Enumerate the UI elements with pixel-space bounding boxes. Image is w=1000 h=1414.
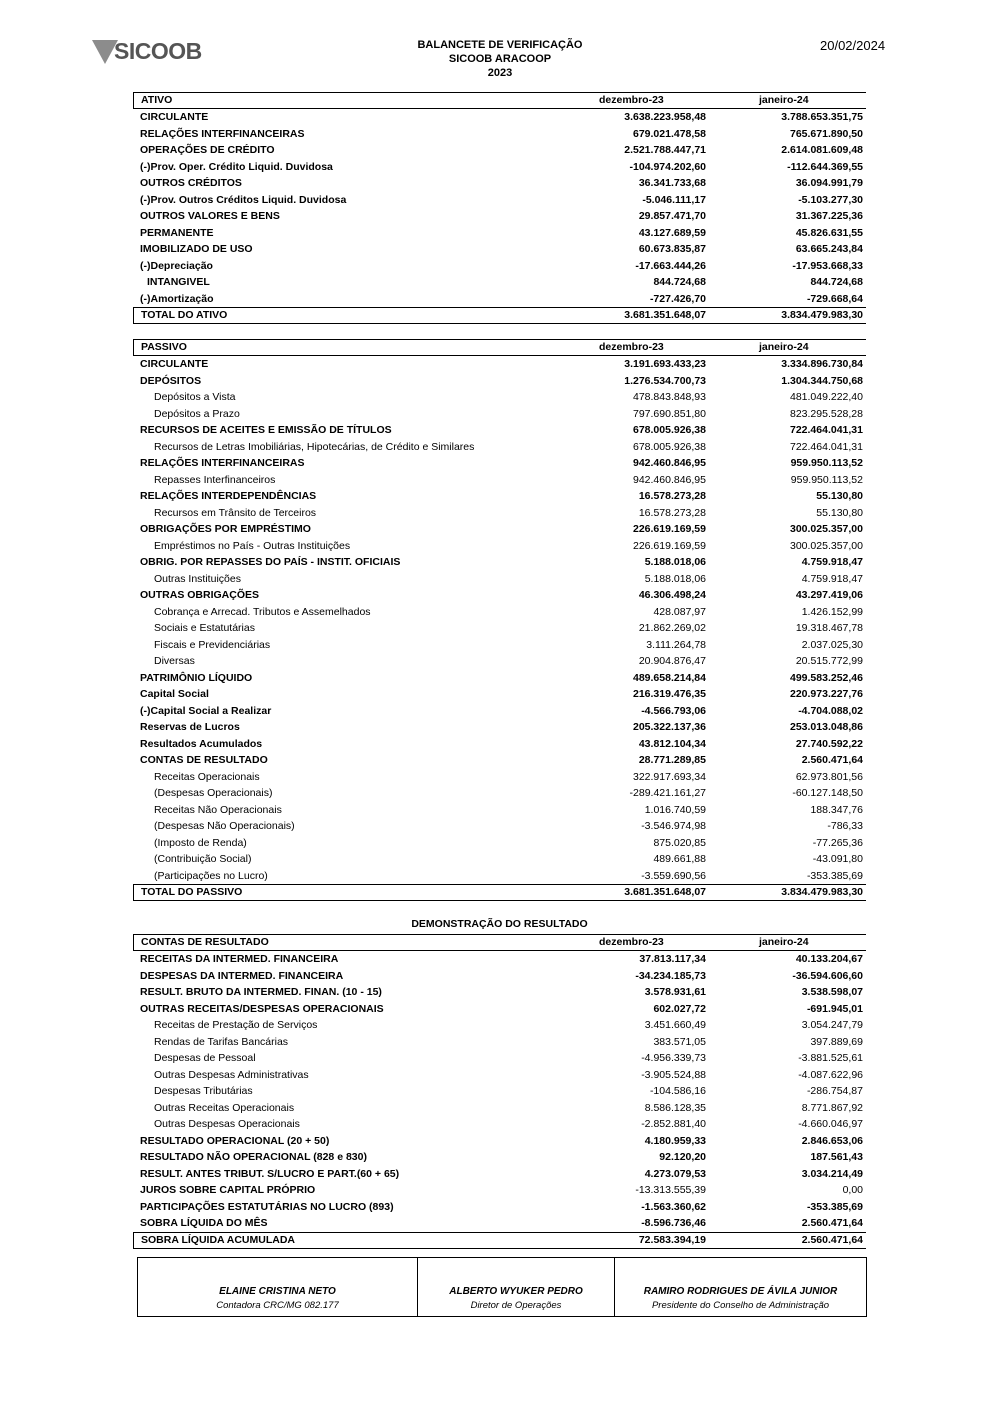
- row-label: (Contribuição Social): [154, 853, 252, 865]
- value-janeiro: 499.583.252,46: [790, 671, 863, 684]
- value-janeiro: 300.025.357,00: [790, 539, 863, 552]
- row-label: Fiscais e Previdenciárias: [154, 638, 271, 651]
- value-janeiro: 3.538.598,07: [801, 986, 863, 998]
- row-label: (-)Depreciação: [140, 259, 213, 272]
- row-label: JUROS SOBRE CAPITAL PRÓPRIO: [140, 1184, 316, 1196]
- value-dezembro: dezembro-23: [599, 341, 664, 353]
- value-janeiro: 2.560.471,64: [801, 1233, 863, 1246]
- table-row: [133, 241, 866, 258]
- table-row: [133, 472, 866, 489]
- table-row: [133, 373, 866, 390]
- value-dezembro: -8.596.736,46: [641, 1217, 706, 1229]
- table-row: [133, 422, 866, 439]
- row-label: PASSIVO: [141, 341, 187, 353]
- table-header: [133, 92, 866, 109]
- table-row: [133, 968, 866, 985]
- row-label: (-)Prov. Oper. Crédito Liquid. Duvidosa: [140, 160, 333, 173]
- value-janeiro: 220.973.227,76: [790, 688, 863, 700]
- value-janeiro: 4.759.918,47: [801, 572, 863, 585]
- value-janeiro: 43.297.419,06: [795, 589, 863, 601]
- table-row: [133, 1182, 866, 1199]
- row-label: Sociais e Estatutárias: [154, 622, 255, 634]
- value-janeiro: 844.724,68: [810, 276, 863, 288]
- value-dezembro: 16.578.273,28: [638, 490, 706, 502]
- table-row: [133, 1199, 866, 1216]
- value-janeiro: 1.304.344.750,68: [781, 374, 863, 387]
- sicoob-logo: [92, 38, 217, 66]
- value-dezembro: 8.586.128,35: [644, 1101, 706, 1114]
- table-row: [133, 291, 866, 308]
- value-janeiro: -786,33: [827, 820, 863, 832]
- row-label: RELAÇÕES INTERFINANCEIRAS: [140, 127, 305, 140]
- table-row: [133, 1166, 866, 1183]
- value-janeiro: 0,00: [842, 1184, 863, 1196]
- value-dezembro: 28.771.289,85: [638, 754, 706, 766]
- table-row: [133, 1067, 866, 1084]
- row-label: Despesas Tributárias: [154, 1085, 253, 1097]
- value-janeiro: -17.953.668,33: [792, 259, 863, 272]
- table-row: [133, 736, 866, 753]
- value-dezembro: 3.451.660,49: [644, 1019, 706, 1031]
- dre-title: DEMONSTRAÇÃO DO RESULTADO: [411, 918, 588, 930]
- value-dezembro: 797.690.851,80: [633, 407, 706, 420]
- row-label: IMOBILIZADO DE USO: [140, 243, 253, 255]
- report-title: BALANCETE DE VERIFICAÇÃO: [417, 39, 583, 51]
- value-dezembro: 5.188.018,06: [644, 556, 706, 568]
- table-row: [133, 604, 866, 621]
- row-label: SOBRA LÍQUIDA ACUMULADA: [141, 1233, 295, 1246]
- value-janeiro: -4.704.088,02: [798, 704, 863, 717]
- table-row: [133, 653, 866, 670]
- table-row: [133, 1116, 866, 1133]
- value-dezembro: 3.681.351.648,07: [624, 886, 706, 898]
- signer-role: Contadora CRC/MG 082.177: [216, 1300, 339, 1311]
- table-row: [133, 703, 866, 720]
- table-row: [133, 192, 866, 209]
- table-row: [133, 142, 866, 159]
- signature-president: [614, 1258, 866, 1316]
- value-dezembro: 383.571,05: [653, 1035, 706, 1048]
- value-janeiro: -112.644.369,55: [787, 160, 863, 173]
- table-row: [133, 208, 866, 225]
- table-row: [133, 984, 866, 1001]
- row-label: Recursos de Letras Imobiliárias, Hipotecárias, de Crédito e Similares: [154, 440, 475, 453]
- row-label: Resultados Acumulados: [140, 737, 263, 750]
- row-label: Rendas de Tarifas Bancárias: [154, 1035, 289, 1048]
- value-dezembro: 3.111.264,78: [646, 638, 706, 651]
- value-janeiro: 3.334.896.730,84: [781, 358, 863, 370]
- value-janeiro: -3.881.525,61: [798, 1052, 863, 1064]
- value-dezembro: 205.322.137,36: [633, 721, 706, 733]
- value-dezembro: 3.578.931,61: [644, 986, 706, 998]
- row-label: Outras Instituições: [154, 572, 241, 585]
- value-dezembro: 21.862.269,02: [638, 622, 706, 634]
- total-row: [133, 1232, 866, 1249]
- row-label: TOTAL DO ATIVO: [141, 309, 228, 321]
- value-janeiro: 300.025.357,00: [790, 523, 863, 535]
- row-label: RECEITAS DA INTERMED. FINANCEIRA: [140, 953, 339, 965]
- row-label: RELAÇÕES INTERDEPENDÊNCIAS: [140, 490, 317, 502]
- value-dezembro: -2.852.881,40: [641, 1118, 706, 1130]
- value-janeiro: -353.385,69: [806, 869, 863, 882]
- value-janeiro: 959.950.113,52: [790, 457, 863, 469]
- signer-name: ALBERTO WYUKER PEDRO: [449, 1286, 583, 1297]
- table-row: [133, 521, 866, 538]
- value-janeiro: janeiro-24: [759, 341, 809, 353]
- table-row: [133, 868, 866, 885]
- value-dezembro: -4.956.339,73: [641, 1052, 706, 1064]
- table-row: [133, 587, 866, 604]
- value-janeiro: 722.464.041,31: [790, 424, 863, 436]
- value-janeiro: 722.464.041,31: [790, 440, 863, 453]
- table-row: [133, 258, 866, 275]
- value-janeiro: 55.130,80: [816, 490, 863, 502]
- value-janeiro: 2.560.471,64: [801, 754, 863, 766]
- value-janeiro: 1.426.152,99: [801, 605, 863, 618]
- row-label: CONTAS DE RESULTADO: [140, 754, 268, 766]
- value-janeiro: 20.515.772,99: [795, 655, 863, 667]
- total-row: [133, 884, 866, 901]
- table-header: [133, 339, 866, 356]
- table-row: [133, 1050, 866, 1067]
- value-dezembro: dezembro-23: [599, 94, 664, 106]
- table-row: [133, 571, 866, 588]
- row-label: ATIVO: [141, 94, 173, 106]
- value-dezembro: -3.546.974,98: [641, 820, 706, 832]
- value-janeiro: -36.594.606,60: [792, 969, 863, 982]
- signer-role: Diretor de Operações: [470, 1300, 562, 1311]
- value-dezembro: 602.027,72: [653, 1002, 706, 1015]
- value-dezembro: 489.661,88: [653, 853, 706, 865]
- value-dezembro: 942.460.846,95: [633, 473, 706, 486]
- value-dezembro: -13.313.555,39: [635, 1184, 706, 1196]
- value-dezembro: 46.306.498,24: [638, 589, 706, 601]
- row-label: OUTRAS OBRIGAÇÕES: [140, 589, 260, 601]
- signer-name: ELAINE CRISTINA NETO: [219, 1286, 336, 1297]
- value-dezembro: dezembro-23: [599, 936, 664, 948]
- value-janeiro: janeiro-24: [759, 94, 809, 106]
- value-dezembro: -4.566.793,06: [641, 704, 706, 717]
- value-dezembro: -5.046.111,17: [642, 193, 706, 206]
- value-janeiro: 36.094.991,79: [795, 177, 863, 189]
- row-label: (Despesas Não Operacionais): [154, 820, 295, 832]
- table-row: [133, 686, 866, 703]
- value-dezembro: 226.619.169,59: [633, 523, 706, 535]
- value-dezembro: 489.658.214,84: [633, 671, 706, 684]
- value-dezembro: 4.273.079,53: [644, 1167, 706, 1180]
- table-row: [133, 175, 866, 192]
- table-row: [133, 225, 866, 242]
- table-row: [133, 802, 866, 819]
- value-dezembro: -1.563.360,62: [641, 1200, 706, 1213]
- row-label: Receitas Operacionais: [154, 770, 260, 783]
- row-label: Outras Receitas Operacionais: [154, 1101, 295, 1114]
- value-janeiro: -353.385,69: [806, 1200, 863, 1213]
- row-label: Receitas de Prestação de Serviços: [154, 1019, 318, 1031]
- table-row: [133, 538, 866, 555]
- table-row: [133, 159, 866, 176]
- report-date: 20/02/2024: [820, 38, 886, 53]
- table-row: [133, 818, 866, 835]
- value-dezembro: 29.857.471,70: [638, 210, 706, 222]
- value-janeiro: 187.561,43: [810, 1151, 863, 1163]
- row-label: Depósitos a Vista: [154, 391, 236, 403]
- row-label: OBRIGAÇÕES POR EMPRÉSTIMO: [140, 523, 311, 535]
- value-janeiro: 27.740.592,22: [795, 737, 863, 750]
- table-row: [133, 1100, 866, 1117]
- entity-name: SICOOB ARACOOP: [448, 53, 552, 65]
- value-janeiro: 2.560.471,64: [801, 1217, 863, 1229]
- row-label: (Participações no Lucro): [154, 869, 268, 882]
- table-row: [133, 851, 866, 868]
- value-janeiro: 3.834.479.983,30: [781, 309, 863, 321]
- passivo-table: [133, 339, 866, 901]
- value-janeiro: -43.091,80: [812, 853, 863, 865]
- value-janeiro: -4.087.622,96: [798, 1068, 863, 1081]
- value-janeiro: 3.834.479.983,30: [781, 886, 863, 898]
- signature-director: [417, 1258, 614, 1316]
- row-label: SOBRA LÍQUIDA DO MÊS: [140, 1217, 268, 1229]
- value-dezembro: 2.521.788.447,71: [624, 144, 706, 156]
- value-dezembro: 678.005.926,38: [633, 424, 706, 436]
- table-row: [133, 505, 866, 522]
- row-label: (-)Prov. Outros Créditos Liquid. Duvidosa: [140, 193, 347, 206]
- value-janeiro: 823.295.528,28: [790, 407, 863, 420]
- value-dezembro: 43.812.104,34: [638, 737, 706, 750]
- row-label: Outras Despesas Operacionais: [154, 1118, 300, 1130]
- report-year: 2023: [487, 67, 513, 79]
- row-label: INTANGIVEL: [147, 276, 210, 288]
- value-janeiro: 8.771.867,92: [801, 1101, 863, 1114]
- value-janeiro: 959.950.113,52: [790, 473, 863, 486]
- row-label: PARTICIPAÇÕES ESTATUTÁRIAS NO LUCRO (893): [140, 1200, 394, 1213]
- value-janeiro: -286.754,87: [806, 1085, 863, 1097]
- row-label: Capital Social: [140, 688, 209, 700]
- row-label: (-)Capital Social a Realizar: [140, 704, 272, 717]
- row-label: OPERAÇÕES DE CRÉDITO: [140, 144, 275, 156]
- table-row: [133, 274, 866, 291]
- value-dezembro: 43.127.689,59: [638, 226, 706, 239]
- value-dezembro: -34.234.185,73: [635, 969, 706, 982]
- row-label: Reservas de Lucros: [140, 721, 240, 733]
- row-label: RESULT. ANTES TRIBUT. S/LUCRO E PART.(60 + 65): [140, 1167, 400, 1180]
- row-label: RECURSOS DE ACEITES E EMISSÃO DE TÍTULOS: [140, 424, 392, 436]
- value-janeiro: -4.660.046,97: [798, 1118, 863, 1130]
- row-label: OUTRAS RECEITAS/DESPESAS OPERACIONAIS: [140, 1002, 384, 1015]
- table-row: [133, 670, 866, 687]
- row-label: Recursos em Trânsito de Terceiros: [154, 506, 317, 519]
- row-label: PATRIMÔNIO LÍQUIDO: [140, 671, 253, 684]
- table-row: [133, 1149, 866, 1166]
- row-label: RELAÇÕES INTERFINANCEIRAS: [140, 457, 305, 469]
- table-row: [133, 109, 866, 126]
- value-janeiro: 2.037.025,30: [801, 638, 863, 651]
- value-dezembro: 3.638.223.958,48: [624, 111, 706, 123]
- value-janeiro: -5.103.277,30: [798, 193, 863, 206]
- row-label: Receitas Não Operacionais: [154, 803, 282, 816]
- table-row: [133, 554, 866, 571]
- value-dezembro: 679.021.478,58: [633, 127, 706, 140]
- row-label: (-)Amortização: [140, 292, 214, 305]
- row-label: Repasses Interfinanceiros: [154, 473, 276, 486]
- value-dezembro: 16.578.273,28: [638, 506, 706, 519]
- table-row: [133, 126, 866, 143]
- row-label: Despesas de Pessoal: [154, 1052, 256, 1064]
- value-dezembro: 875.020,85: [653, 836, 706, 849]
- row-label: OUTROS VALORES E BENS: [140, 210, 280, 222]
- row-label: TOTAL DO PASSIVO: [141, 886, 243, 898]
- value-janeiro: 2.614.081.609,48: [781, 144, 863, 156]
- row-label: (Imposto de Renda): [154, 836, 247, 849]
- value-dezembro: 478.843.848,93: [633, 391, 706, 403]
- value-janeiro: 481.049.222,40: [790, 391, 863, 403]
- value-dezembro: 1.276.534.700,73: [624, 374, 706, 387]
- value-janeiro: 3.034.214,49: [801, 1167, 863, 1180]
- table-row: [133, 752, 866, 769]
- value-dezembro: -17.663.444,26: [635, 259, 706, 272]
- row-label: RESULTADO NÃO OPERACIONAL (828 e 830): [140, 1151, 367, 1163]
- value-janeiro: 3.054.247,79: [801, 1019, 863, 1031]
- value-dezembro: 942.460.846,95: [633, 457, 706, 469]
- value-janeiro: 397.889,69: [810, 1035, 863, 1048]
- row-label: Cobrança e Arrecad. Tributos e Assemelhados: [154, 605, 371, 618]
- ativo-table: [133, 92, 866, 324]
- value-janeiro: 31.367.225,36: [795, 210, 863, 222]
- table-row: [133, 1017, 866, 1034]
- table-row: [133, 951, 866, 968]
- row-label: CIRCULANTE: [140, 358, 209, 370]
- row-label: DESPESAS DA INTERMED. FINANCEIRA: [140, 969, 344, 982]
- signature-accountant: [138, 1258, 417, 1316]
- table-header: [133, 934, 866, 951]
- logo-text: SICOOB: [114, 38, 202, 64]
- value-dezembro: 844.724,68: [653, 276, 706, 288]
- value-dezembro: -727.426,70: [649, 292, 706, 305]
- row-label: Diversas: [154, 655, 195, 667]
- row-label: PERMANENTE: [140, 226, 214, 239]
- table-row: [133, 785, 866, 802]
- value-janeiro: 765.671.890,50: [790, 127, 863, 140]
- value-janeiro: 253.013.048,86: [790, 721, 863, 733]
- table-row: [133, 769, 866, 786]
- value-dezembro: 5.188.018,06: [644, 572, 706, 585]
- value-dezembro: 322.917.693,34: [633, 770, 706, 783]
- row-label: OUTROS CRÉDITOS: [140, 177, 242, 189]
- row-label: RESULTADO OPERACIONAL (20 + 50): [140, 1134, 330, 1147]
- signer-name: RAMIRO RODRIGUES DE ÁVILA JUNIOR: [643, 1286, 838, 1297]
- value-dezembro: 216.319.476,35: [633, 688, 706, 700]
- value-janeiro: 55.130,80: [816, 506, 863, 519]
- row-label: (Despesas Operacionais): [154, 787, 273, 799]
- row-label: Empréstimos no País - Outras Instituições: [154, 539, 351, 552]
- table-row: [133, 1133, 866, 1150]
- value-dezembro: 226.619.169,59: [633, 539, 706, 552]
- value-dezembro: -289.421.161,27: [629, 787, 706, 799]
- value-dezembro: 3.681.351.648,07: [624, 309, 706, 321]
- table-row: [133, 356, 866, 373]
- value-janeiro: 62.973.801,56: [795, 770, 863, 783]
- value-dezembro: 60.673.835,87: [638, 243, 706, 255]
- value-dezembro: -104.586,16: [649, 1085, 706, 1097]
- value-janeiro: 3.788.653.351,75: [781, 111, 863, 123]
- value-dezembro: 20.904.876,47: [638, 655, 706, 667]
- table-row: [133, 1034, 866, 1051]
- value-janeiro: -729.668,64: [806, 292, 863, 305]
- dre-table: [133, 934, 866, 1249]
- value-dezembro: 678.005.926,38: [633, 440, 706, 453]
- value-dezembro: -104.974.202,60: [629, 160, 706, 173]
- value-dezembro: 3.191.693.433,23: [624, 358, 706, 370]
- row-label: CONTAS DE RESULTADO: [141, 936, 269, 948]
- value-dezembro: -3.905.524,88: [641, 1068, 706, 1081]
- table-row: [133, 1001, 866, 1018]
- signature-box: [137, 1257, 867, 1317]
- table-row: [133, 620, 866, 637]
- row-label: Outras Despesas Administrativas: [154, 1068, 309, 1081]
- value-dezembro: 1.016.740,59: [644, 803, 706, 816]
- table-row: [133, 439, 866, 456]
- value-janeiro: 45.826.631,55: [795, 226, 863, 239]
- value-dezembro: 37.813.117,34: [639, 953, 706, 965]
- value-janeiro: 2.846.653,06: [801, 1134, 863, 1147]
- row-label: CIRCULANTE: [140, 111, 209, 123]
- value-dezembro: 428.087,97: [653, 605, 706, 618]
- value-janeiro: 188.347,76: [810, 803, 863, 816]
- row-label: Depósitos a Prazo: [154, 407, 240, 420]
- value-janeiro: janeiro-24: [759, 936, 809, 948]
- table-row: [133, 1083, 866, 1100]
- table-row: [133, 719, 866, 736]
- value-janeiro: 19.318.467,78: [795, 622, 863, 634]
- table-row: [133, 1215, 866, 1232]
- table-row: [133, 406, 866, 423]
- value-dezembro: 36.341.733,68: [638, 177, 706, 189]
- value-dezembro: 4.180.959,33: [644, 1134, 706, 1147]
- table-row: [133, 389, 866, 406]
- value-dezembro: 72.583.394,19: [638, 1233, 706, 1246]
- signer-role: Presidente do Conselho de Administração: [651, 1300, 830, 1311]
- row-label: DEPÓSITOS: [140, 374, 202, 387]
- value-dezembro: 92.120,20: [659, 1151, 706, 1163]
- value-janeiro: 63.665.243,84: [795, 243, 863, 255]
- table-row: [133, 835, 866, 852]
- value-janeiro: 4.759.918,47: [801, 556, 863, 568]
- value-janeiro: -691.945,01: [806, 1002, 863, 1015]
- table-row: [133, 488, 866, 505]
- table-row: [133, 637, 866, 654]
- total-row: [133, 307, 866, 324]
- value-janeiro: -77.265,36: [812, 836, 863, 849]
- row-label: RESULT. BRUTO DA INTERMED. FINAN. (10 - 15): [140, 986, 382, 998]
- table-row: [133, 455, 866, 472]
- row-label: OBRIG. POR REPASSES DO PAÍS - INSTIT. OFICIAIS: [140, 556, 401, 568]
- value-janeiro: -60.127.148,50: [792, 787, 863, 799]
- value-janeiro: 40.133.204,67: [795, 953, 863, 965]
- value-dezembro: -3.559.690,56: [641, 869, 706, 882]
